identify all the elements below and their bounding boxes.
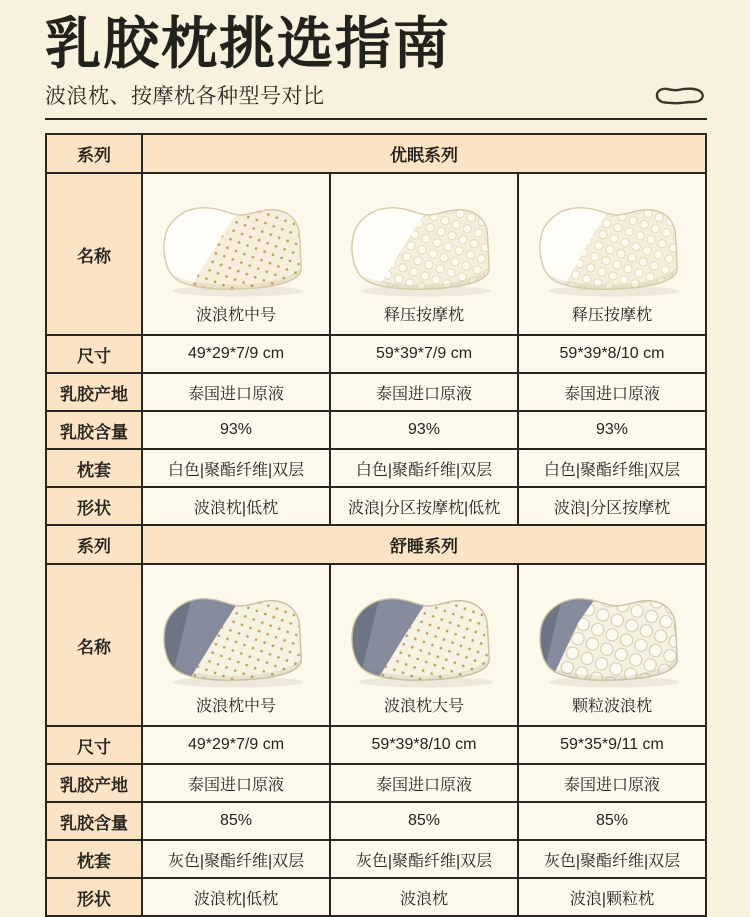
pillowcase-row-1 <box>46 449 706 487</box>
particle-pillow-gray-graphic <box>526 575 698 695</box>
latex-content-value: 93% <box>518 411 706 449</box>
pillowcase-value: 白色|聚酯纤维|双层 <box>142 449 330 487</box>
product-cell-s1-p1 <box>142 173 330 335</box>
pillowcase-value: 白色|聚酯纤维|双层 <box>518 449 706 487</box>
row-label-name: 名称 <box>46 173 142 335</box>
shape-value: 波浪|分区按摩枕|低枕 <box>330 487 518 525</box>
row-label-origin: 乳胶产地 <box>46 373 142 411</box>
product-name: 波浪枕中号 <box>195 307 276 325</box>
wave-pillow-gray-image <box>331 569 517 695</box>
particle-pillow-gray-image <box>519 569 705 695</box>
size-value: 59*39*8/10 cm <box>518 335 706 373</box>
wave-pillow-gray-graphic <box>338 575 510 695</box>
page-title: 乳胶枕挑选指南 <box>45 12 451 75</box>
product-name: 波浪枕大号 <box>383 698 464 716</box>
origin-value: 泰国进口原液 <box>330 373 518 411</box>
origin-value: 泰国进口原液 <box>142 764 330 802</box>
shape-row-2 <box>46 878 706 916</box>
series-row-1 <box>46 134 706 173</box>
wave-pillow-white-graphic <box>150 184 322 304</box>
product-cell-s1-p3 <box>518 173 706 335</box>
latex-content-row-2 <box>46 802 706 840</box>
row-label-shape: 形状 <box>46 487 142 525</box>
product-cell-s2-p3 <box>518 564 706 726</box>
massage-pillow-white-graphic <box>526 184 698 304</box>
row-label-latex-content: 乳胶含量 <box>46 802 142 840</box>
size-row-1 <box>46 335 706 373</box>
subtitle-row <box>45 80 707 120</box>
latex-content-value: 85% <box>142 802 330 840</box>
latex-content-value: 93% <box>142 411 330 449</box>
row-label-size: 尺寸 <box>46 726 142 764</box>
size-value: 59*39*7/9 cm <box>330 335 518 373</box>
latex-content-value: 85% <box>330 802 518 840</box>
latex-content-row-1 <box>46 411 706 449</box>
pillowcase-value: 灰色|聚酯纤维|双层 <box>330 840 518 878</box>
pillowcase-value: 白色|聚酯纤维|双层 <box>330 449 518 487</box>
product-name: 释压按摩枕 <box>571 307 652 325</box>
product-cell-s2-p1 <box>142 564 330 726</box>
row-label-pillowcase: 枕套 <box>46 840 142 878</box>
row-label-series: 系列 <box>46 134 142 173</box>
page-subtitle: 波浪枕、按摩枕各种型号对比 <box>45 85 325 109</box>
series-name-2: 舒睡系列 <box>142 525 706 564</box>
product-name: 颗粒波浪枕 <box>571 698 652 716</box>
latex-content-value: 85% <box>518 802 706 840</box>
name-row-2 <box>46 564 706 726</box>
product-cell-s1-p2 <box>330 173 518 335</box>
size-row-2 <box>46 726 706 764</box>
massage-pillow-white-image <box>331 178 517 304</box>
shape-value: 波浪|颗粒枕 <box>518 878 706 916</box>
product-name: 释压按摩枕 <box>383 307 464 325</box>
row-label-size: 尺寸 <box>46 335 142 373</box>
origin-value: 泰国进口原液 <box>142 373 330 411</box>
product-cell-s2-p2 <box>330 564 518 726</box>
product-name: 波浪枕中号 <box>195 698 276 716</box>
origin-row-1 <box>46 373 706 411</box>
row-label-pillowcase: 枕套 <box>46 449 142 487</box>
size-value: 59*35*9/11 cm <box>518 726 706 764</box>
row-label-origin: 乳胶产地 <box>46 764 142 802</box>
name-row-1 <box>46 173 706 335</box>
shape-row-1 <box>46 487 706 525</box>
wave-pillow-white-image <box>143 178 329 304</box>
shape-value: 波浪枕 <box>330 878 518 916</box>
wave-pillow-gray-graphic <box>150 575 322 695</box>
shape-value: 波浪|分区按摩枕 <box>518 487 706 525</box>
comparison-table <box>45 133 707 917</box>
massage-pillow-white-graphic <box>338 184 510 304</box>
pillow-outline-icon <box>653 83 707 108</box>
massage-pillow-white-image <box>519 178 705 304</box>
size-value: 59*39*8/10 cm <box>330 726 518 764</box>
row-label-shape: 形状 <box>46 878 142 916</box>
row-label-name: 名称 <box>46 564 142 726</box>
shape-value: 波浪枕|低枕 <box>142 878 330 916</box>
origin-value: 泰国进口原液 <box>518 764 706 802</box>
size-value: 49*29*7/9 cm <box>142 726 330 764</box>
shape-value: 波浪枕|低枕 <box>142 487 330 525</box>
latex-content-value: 93% <box>330 411 518 449</box>
pillowcase-row-2 <box>46 840 706 878</box>
series-row-2 <box>46 525 706 564</box>
origin-value: 泰国进口原液 <box>330 764 518 802</box>
wave-pillow-gray-image <box>143 569 329 695</box>
row-label-latex-content: 乳胶含量 <box>46 411 142 449</box>
size-value: 49*29*7/9 cm <box>142 335 330 373</box>
row-label-series: 系列 <box>46 525 142 564</box>
origin-value: 泰国进口原液 <box>518 373 706 411</box>
series-name-1: 优眠系列 <box>142 134 706 173</box>
origin-row-2 <box>46 764 706 802</box>
pillowcase-value: 灰色|聚酯纤维|双层 <box>518 840 706 878</box>
pillowcase-value: 灰色|聚酯纤维|双层 <box>142 840 330 878</box>
